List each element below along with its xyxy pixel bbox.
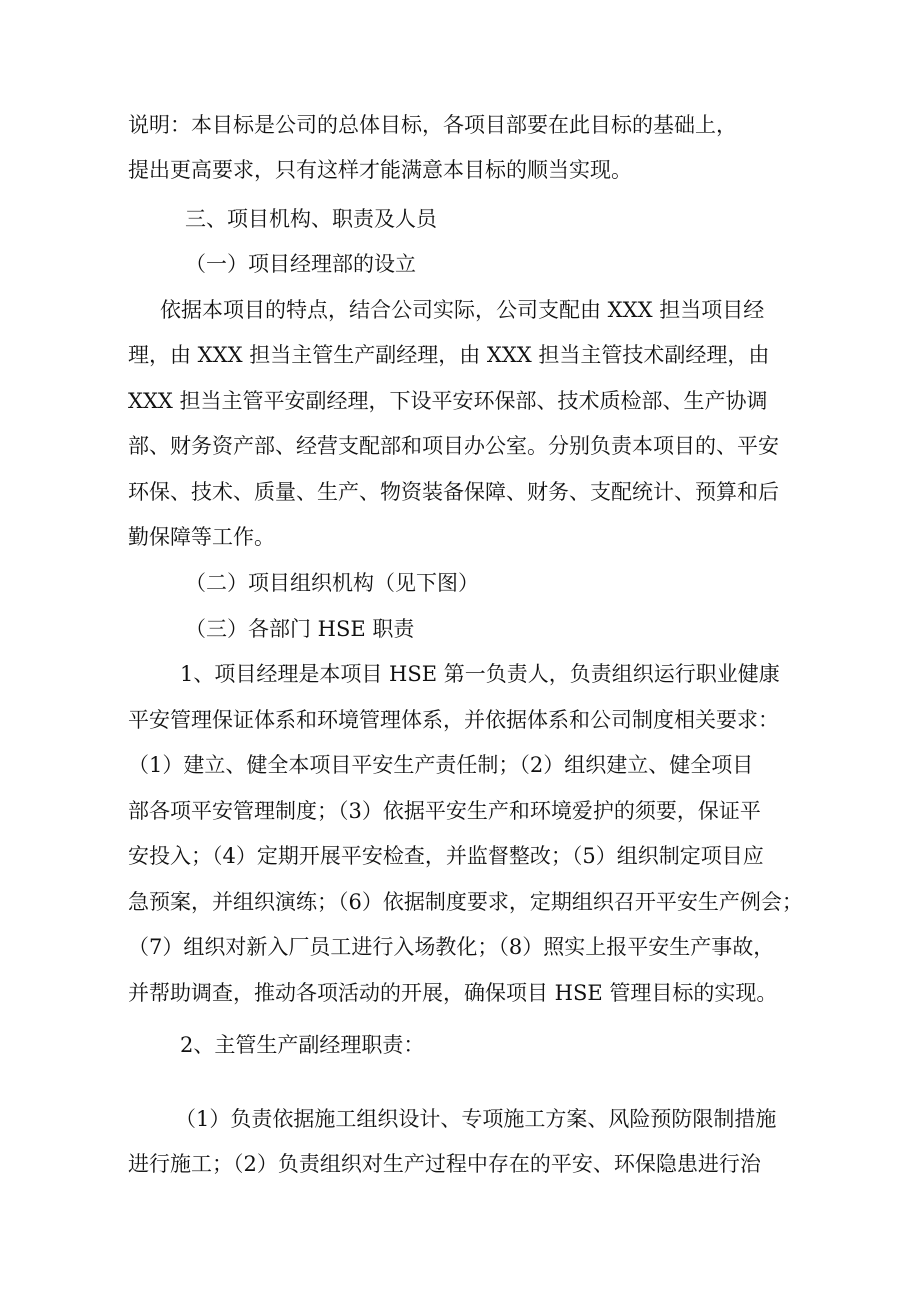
paragraph-line: 理，由 XXX 担当主管生产副经理，由 XXX 担当主管技术副经理，由 [128, 343, 770, 367]
paragraph-heading: 2、主管生产副经理职责： [180, 1033, 425, 1057]
paragraph-line: 依据本项目的特点，结合公司实际，公司支配由 XXX 担当项目经 [160, 298, 765, 322]
subsection-heading: （一）项目经理部的设立 [185, 252, 416, 276]
paragraph-line: 急预案，并组织演练；（6）依据制度要求，定期组织召开平安生产例会； [128, 890, 803, 914]
section-heading: 三、项目机构、职责及人员 [185, 207, 437, 231]
paragraph-line: 并帮助调查，推动各项活动的开展，确保项目 HSE 管理目标的实现。 [128, 981, 778, 1005]
paragraph-line: （1）建立、健全本项目平安生产责任制；（2）组织建立、健全项目 [128, 753, 754, 777]
paragraph-line: 部各项平安管理制度；（3）依据平安生产和环境爱护的须要，保证平 [128, 799, 761, 823]
subsection-heading: （二）项目组织机构（见下图） [185, 571, 479, 595]
paragraph-line: 提出更高要求，只有这样才能满意本目标的顺当实现。 [128, 158, 632, 182]
paragraph-line: 勤保障等工作。 [128, 525, 275, 549]
paragraph-line: 平安管理保证体系和环境管理体系，并依据体系和公司制度相关要求： [128, 708, 779, 732]
subsection-heading: （三）各部门 HSE 职责 [185, 617, 415, 641]
paragraph-line: （1）负责依据施工组织设计、专项施工方案、风险预防限制措施 [175, 1107, 777, 1131]
paragraph-line: 进行施工；（2）负责组织对生产过程中存在的平安、环保隐患进行治 [128, 1152, 761, 1176]
paragraph-line: （7）组织对新入厂员工进行入场教化；（8）照实上报平安生产事故， [128, 935, 775, 959]
paragraph-line: 1、项目经理是本项目 HSE 第一负责人，负责组织运行职业健康 [180, 662, 780, 686]
paragraph-line: 环保、技术、质量、生产、物资装备保障、财务、支配统计、预算和后 [128, 480, 779, 504]
paragraph-line: 部、财务资产部、经营支配部和项目办公室。分别负责本项目的、平安 [128, 434, 779, 458]
paragraph-line: 安投入；（4）定期开展平安检查，并监督整改；（5）组织制定项目应 [128, 844, 764, 868]
paragraph-line: XXX 担当主管平安副经理，下设平安环保部、技术质检部、生产协调 [128, 389, 768, 413]
paragraph-line: 说明：本目标是公司的总体目标，各项目部要在此目标的基础上， [128, 113, 737, 137]
